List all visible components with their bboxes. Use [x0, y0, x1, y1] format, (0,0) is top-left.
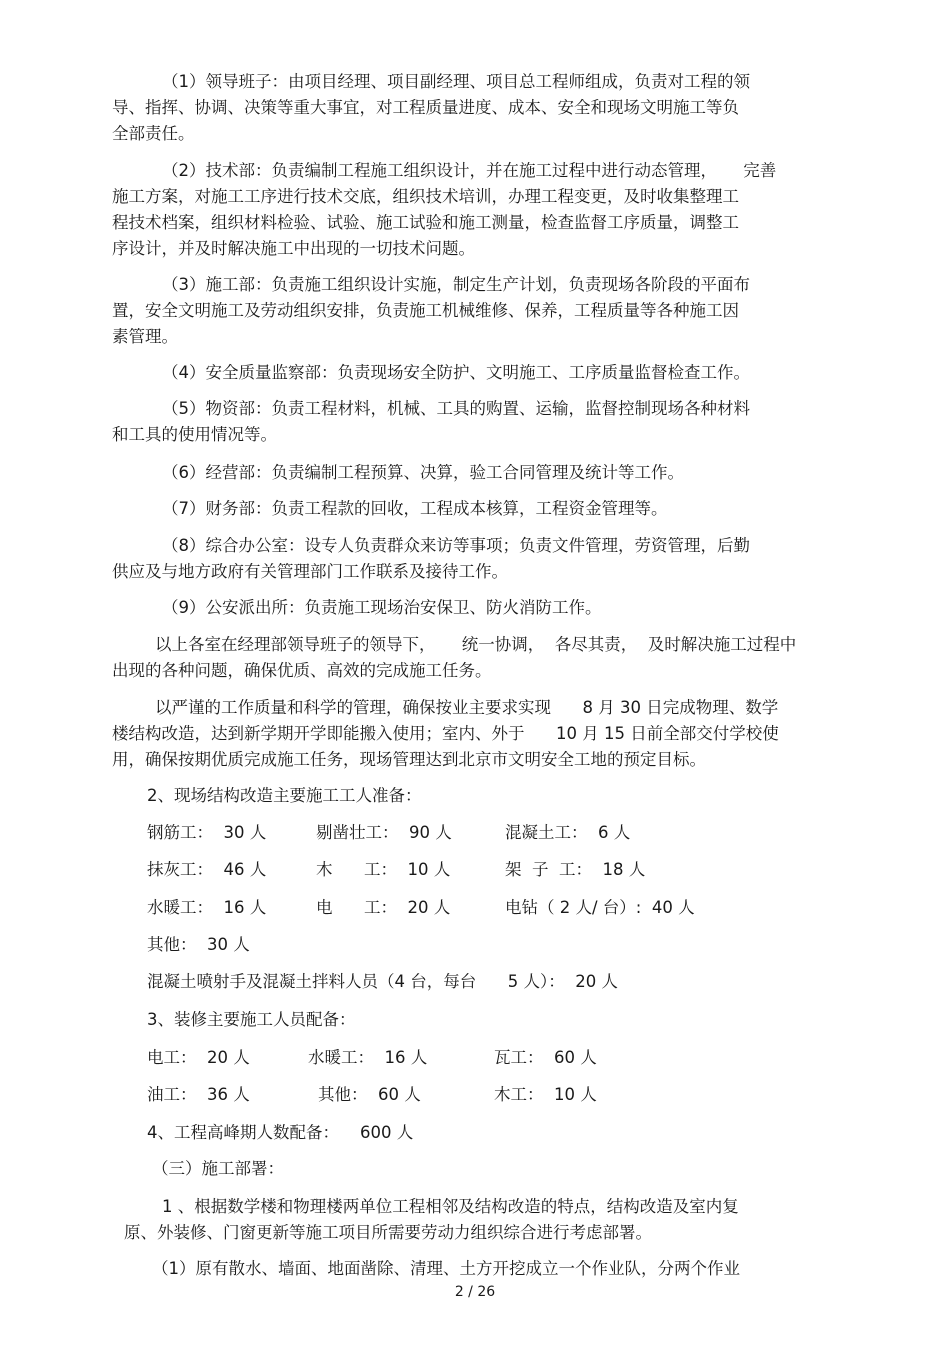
paragraph-tech-line-1: （2）技术部：负责编制工程施工组织设计，并在施工过程中进行动态管理， 完善 — [162, 161, 777, 180]
paragraph-leadership-line-3: 全部责任。 — [112, 124, 195, 143]
worker-scaffold: 架 子 工： 18 人 — [505, 860, 646, 879]
paragraph-construction-line-2: 置，安全文明施工及劳动组织安排，负责施工机械维修、保养，工程质量等各种施工因 — [112, 301, 739, 320]
paragraph-goal-line-2: 楼结构改造，达到新学期开学即能搬入使用；室内、外于 10 月 15 日前全部交付学校使 — [112, 724, 779, 743]
deployment-para-1-line-2: 原、外装修、门窗更新等施工项目所需要劳动力组织综合进行考虑部署。 — [124, 1223, 652, 1242]
worker-rebar: 钢筋工： 30 人 — [147, 823, 267, 842]
worker-concrete: 混凝土工： 6 人 — [505, 823, 631, 842]
deployment-para-1-line-1: 1 、根据数学楼和物理楼两单位工程相邻及结构改造的特点，结构改造及室内复 — [162, 1197, 739, 1216]
section-4-heading: 4、工程高峰期人数配备： 600 人 — [147, 1123, 414, 1142]
paragraph-police: （9）公安派出所：负责施工现场治安保卫、防火消防工作。 — [162, 598, 602, 617]
worker-plumbing: 水暖工： 16 人 — [147, 898, 267, 917]
worker-chiseling: 剔凿壮工： 90 人 — [316, 823, 452, 842]
paragraph-construction-line-1: （3）施工部：负责施工组织设计实施，制定生产计划，负责现场各阶段的平面布 — [162, 275, 750, 294]
worker-carpenter: 木 工： 10 人 — [316, 860, 451, 879]
paragraph-leadership-line-2: 导、指挥、协调、决策等重大事宜，对工程质量进度、成本、安全和现场文明施工等负 — [112, 98, 739, 117]
worker-electrician: 电 工： 20 人 — [316, 898, 451, 917]
finish-carpenter: 木工： 10 人 — [494, 1085, 597, 1104]
paragraph-goal-line-3: 用，确保按期优质完成施工任务，现场管理达到北京市文明安全工地的预定目标。 — [112, 750, 706, 769]
deployment-para-2-line-1: （1）原有散水、墙面、地面凿除、清理、土方开挖成立一个作业队，分两个作业 — [152, 1259, 740, 1278]
paragraph-materials-line-2: 和工具的使用情况等。 — [112, 425, 277, 444]
section-2-heading: 2、现场结构改造主要施工工人准备： — [147, 786, 422, 805]
paragraph-tech-line-4: 序设计，并及时解决施工中出现的一切技术问题。 — [112, 239, 475, 258]
paragraph-office-line-1: （8）综合办公室：设专人负责群众来访等事项；负责文件管理，劳资管理，后勤 — [162, 536, 750, 555]
paragraph-finance: （7）财务部：负责工程款的回收，工程成本核算，工程资金管理等。 — [162, 499, 668, 518]
finish-painter: 油工： 36 人 — [147, 1085, 250, 1104]
paragraph-tech-line-3: 程技术档案，组织材料检验、试验、施工试验和施工测量，检查监督工序质量，调整工 — [112, 213, 739, 232]
finish-electrician: 电工： 20 人 — [147, 1048, 250, 1067]
paragraph-operations: （6）经营部：负责编制工程预算、决算，验工合同管理及统计等工作。 — [162, 463, 684, 482]
paragraph-summary-line-2: 出现的各种问题，确保优质、高效的完成施工任务。 — [112, 661, 492, 680]
section-deployment-heading: （三）施工部署： — [152, 1159, 284, 1178]
paragraph-tech-line-2: 施工方案，对施工工序进行技术交底，组织技术培训，办理工程变更，及时收集整理工 — [112, 187, 739, 206]
paragraph-safety: （4）安全质量监察部：负责现场安全防护、文明施工、工序质量监督检查工作。 — [162, 363, 750, 382]
worker-other: 其他： 30 人 — [147, 935, 250, 954]
paragraph-leadership-line-1: （1）领导班子：由项目经理、项目副经理、项目总工程师组成，负责对工程的领 — [162, 72, 750, 91]
worker-drill: 电钻（ 2 人/ 台）: 40 人 — [505, 898, 695, 917]
page-number: 2 / 26 — [454, 1284, 496, 1300]
finish-plumbing: 水暖工： 16 人 — [308, 1048, 428, 1067]
finish-tiler: 瓦工： 60 人 — [494, 1048, 597, 1067]
worker-plaster: 抹灰工： 46 人 — [147, 860, 267, 879]
paragraph-construction-line-3: 素管理。 — [112, 327, 178, 346]
section-3-heading: 3、装修主要施工人员配备： — [147, 1010, 356, 1029]
worker-concrete-spray: 混凝土喷射手及混凝土拌料人员（4 台，每台 5 人）： 20 人 — [147, 972, 618, 991]
paragraph-materials-line-1: （5）物资部：负责工程材料，机械、工具的购置、运输，监督控制现场各种材料 — [162, 399, 750, 418]
paragraph-office-line-2: 供应及与地方政府有关管理部门工作联系及接待工作。 — [112, 562, 508, 581]
finish-other: 其他： 60 人 — [318, 1085, 421, 1104]
paragraph-summary-line-1: 以上各室在经理部领导班子的领导下， 统一协调， 各尽其责， 及时解决施工过程中 — [155, 635, 797, 654]
paragraph-goal-line-1: 以严谨的工作质量和科学的管理，确保按业主要求实现 8 月 30 日完成物理、数学 — [155, 698, 779, 717]
